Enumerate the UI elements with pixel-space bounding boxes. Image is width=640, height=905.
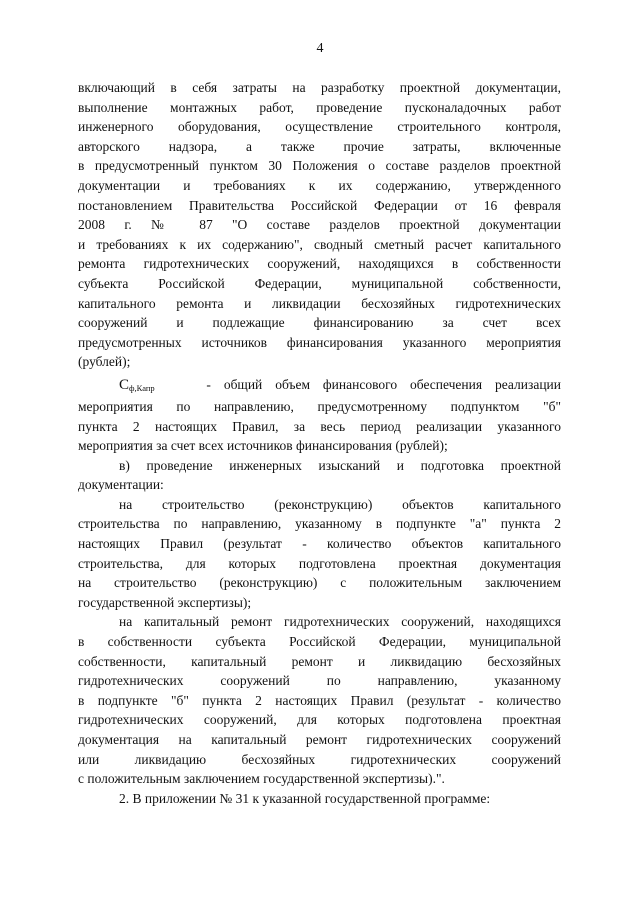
formula-text: - общий объем финансового обеспечения реализации — [206, 376, 561, 392]
text-line: включающий в себя затраты на разработку проектной документации, — [78, 80, 561, 95]
text-line: на капитальный ремонт гидротехнических сооружений, находящихся — [119, 614, 561, 630]
text-line: или ликвидацию бесхозяйных гидротехнических сооружений — [78, 751, 561, 767]
text-line: инженерного оборудования, осуществление строительного контроля, — [78, 119, 561, 135]
text-line: в подпункте "б" пункта 2 настоящих Правил (результат - количество — [78, 692, 561, 708]
formula-subscript: ф,Капр — [129, 382, 155, 393]
formula-symbol: С — [119, 376, 130, 393]
text-line: мероприятия по направлению, предусмотренному подпунктом "б" — [78, 398, 561, 414]
text-line: (рублей); — [78, 354, 131, 370]
text-line: сооружений и подлежащие финансированию за счет всех — [78, 315, 561, 331]
text-line: настоящих Правил (результат - количество объектов капитального — [78, 536, 561, 552]
page-number: 4 — [316, 41, 324, 56]
text-line: на строительство (реконструкцию) объектов капитального — [119, 496, 561, 512]
text-line: ремонта гидротехнических сооружений, находящихся в собственности — [78, 256, 561, 272]
text-line: 2. В приложении № 31 к указанной государственной программе: — [119, 790, 491, 806]
text-line: на строительство (реконструкцию) с положительным заключением — [78, 575, 561, 591]
text-line: строительства, для которых подготовлена проектная документация — [78, 555, 561, 571]
text-line: и требованиях к их содержанию", сводный сметный расчет капитального — [78, 236, 561, 252]
text-line: собственности, капитальный ремонт и ликвидацию бесхозяйных — [78, 653, 561, 669]
document-body — [78, 78, 561, 808]
text-line: субъекта Российской Федерации, муниципальной собственности, — [78, 275, 561, 291]
text-line: капитального ремонта и ликвидации бесхозяйных гидротехнических — [78, 295, 561, 311]
text-line: пункта 2 настоящих Правил, за весь период реализации указанного — [78, 418, 561, 434]
text-line: гидротехнических сооружений по направлению, указанному — [78, 673, 561, 689]
text-line: в) проведение инженерных изысканий и подготовка проектной — [119, 457, 561, 473]
text-line: документация на капитальный ремонт гидротехнических сооружений — [78, 732, 561, 747]
text-line: постановлением Правительства Российской Федерации от 16 февраля — [78, 197, 561, 213]
text-line: гидротехнических сооружений, для которых подготовлена проектная — [78, 712, 561, 728]
text-line: государственной экспертизы); — [78, 594, 252, 610]
text-line: 2008 г. № 87 "О составе разделов проектной документации — [78, 217, 561, 233]
text-line: мероприятия за счет всех источников финансирования (рублей); — [78, 438, 448, 454]
text-line: авторского надзора, а также прочие затраты, включенные — [78, 138, 561, 154]
text-line: строительства по направлению, указанному в подпункте "а" пункта 2 — [78, 516, 561, 532]
text-line: с положительным заключением государственной экспертизы).". — [78, 771, 445, 787]
text-line: в предусмотренный пунктом 30 Положения о составе разделов проектной — [78, 158, 561, 174]
text-line: документации и требованиях к их содержанию, утвержденного — [78, 177, 561, 193]
text-line: в собственности субъекта Российской Федерации, муниципальной — [78, 634, 561, 650]
formula-line — [78, 372, 561, 397]
text-line: предусмотренных источников финансирования указанного мероприятия — [78, 334, 561, 350]
text-line: документации: — [78, 477, 164, 493]
text-line: выполнение монтажных работ, проведение пусконаладочных работ — [78, 99, 561, 115]
